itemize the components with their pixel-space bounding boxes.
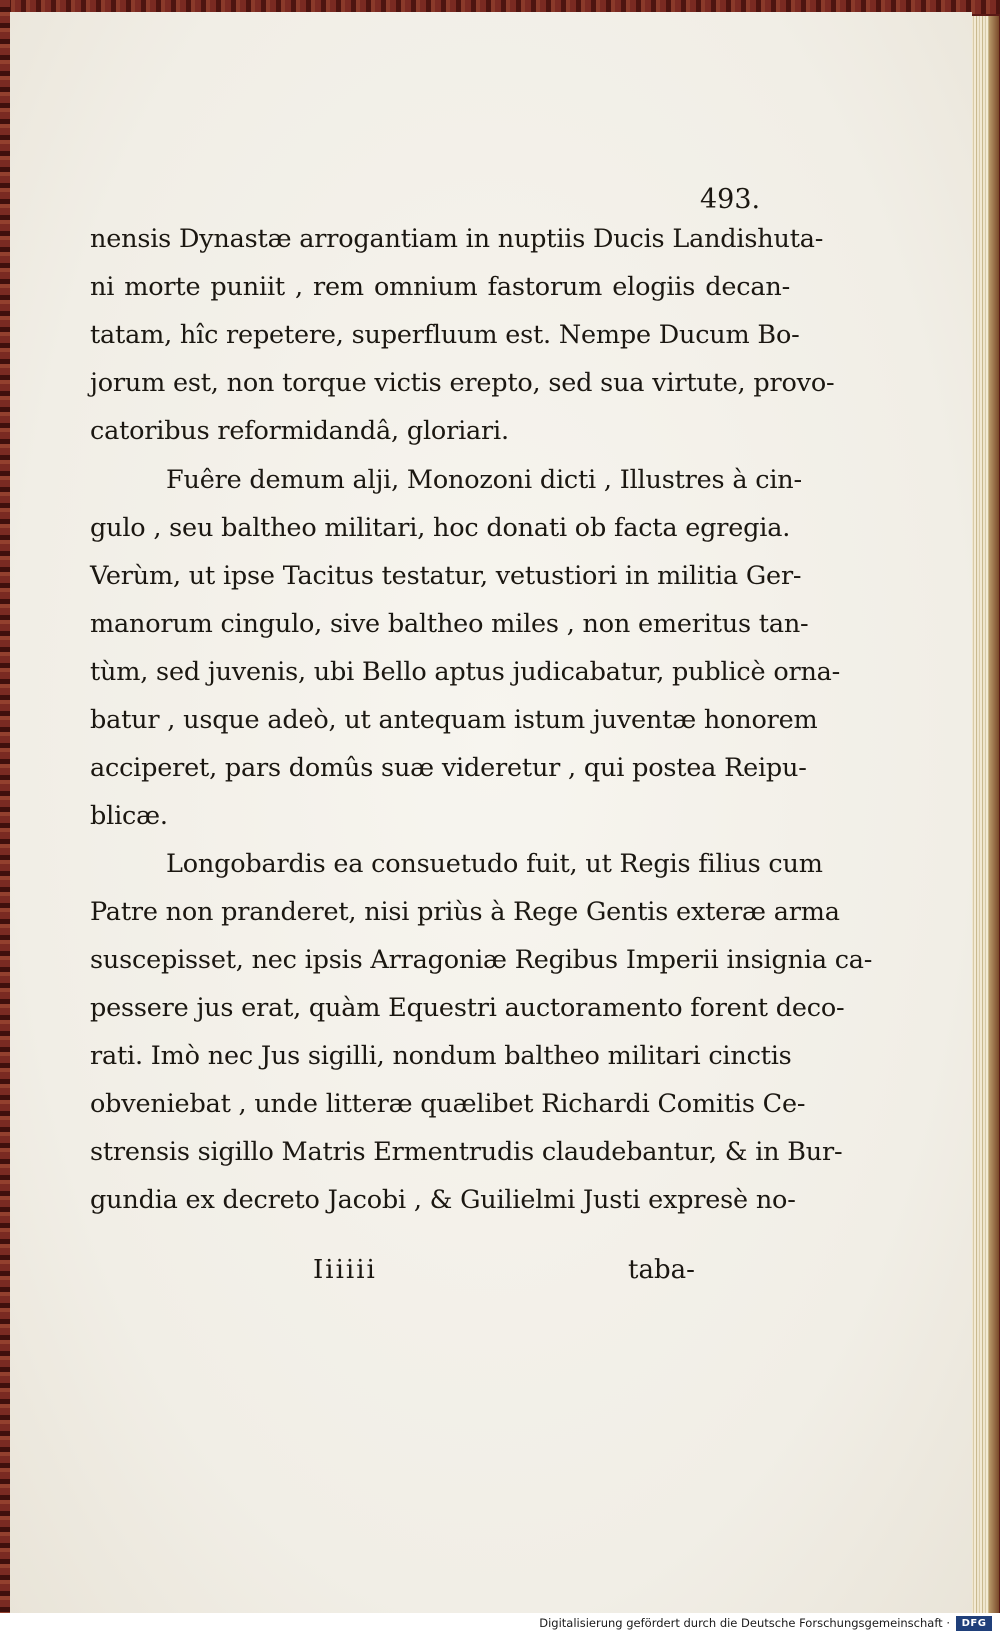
- text-line: batur , usque adeò, ut antequam istum juventæ honorem: [90, 705, 818, 735]
- text-line: gundia ex decreto Jacobi , & Guilielmi Justi expresè no-: [90, 1185, 796, 1215]
- text-line: catoribus reformidandâ, gloriari.: [90, 416, 509, 446]
- text-line: Longobardis ea consuetudo fuit, ut Regis filius cum: [166, 849, 823, 879]
- text-line: tùm, sed juvenis, ubi Bello aptus judicabatur, publicè orna-: [90, 657, 841, 687]
- text-line: jorum est, non torque victis erepto, sed sua virtute, provo-: [90, 368, 835, 398]
- text-line: Patre non pranderet, nisi priùs à Rege Gentis exteræ arma: [90, 897, 840, 927]
- book-cover-left-edge: [0, 0, 10, 1633]
- text-line: rati. Imò nec Jus sigilli, nondum baltheo militari cinctis: [90, 1041, 792, 1071]
- text-line: acciperet, pars domûs suæ videretur , qui postea Reipu-: [90, 753, 807, 783]
- catchword: taba-: [628, 1255, 695, 1285]
- text-line: Verùm, ut ipse Tacitus testatur, vetustiori in militia Ger-: [90, 561, 802, 591]
- text-line: obveniebat , unde litteræ quælibet Richardi Comitis Ce-: [90, 1089, 806, 1119]
- text-line: suscepisset, nec ipsis Arragoniæ Regibus Imperii insignia ca-: [90, 945, 873, 975]
- text-line: gulo , seu baltheo militari, hoc donati ob facta egregia.: [90, 513, 791, 543]
- text-line: tatam, hîc repetere, superfluum est. Nempe Ducum Bo-: [90, 320, 800, 350]
- text-line: pessere jus erat, quàm Equestri auctoramento forent deco-: [90, 993, 845, 1023]
- page-number: 493.: [700, 184, 761, 215]
- text-line: nensis Dynastæ arrogantiam in nuptiis Ducis Landishuta-: [90, 224, 824, 254]
- text-line: ni morte puniit , rem omnium fastorum elogiis decan-: [90, 272, 790, 302]
- signature-mark: Iiiiii: [313, 1255, 377, 1285]
- digitization-footer: [0, 1613, 1000, 1633]
- footer-credit-text: Digitalisierung gefördert durch die Deutsche Forschungsgemeinschaft ·: [539, 1616, 950, 1630]
- text-line: manorum cingulo, sive baltheo miles , non emeritus tan-: [90, 609, 809, 639]
- dfg-logo: DFG: [956, 1616, 992, 1631]
- text-line: Fuêre demum alji, Monozoni dicti , Illustres à cin-: [166, 465, 802, 495]
- text-line: strensis sigillo Matris Ermentrudis claudebantur, & in Bur-: [90, 1137, 843, 1167]
- page-paper: [10, 12, 972, 1622]
- text-line: blicæ.: [90, 801, 168, 831]
